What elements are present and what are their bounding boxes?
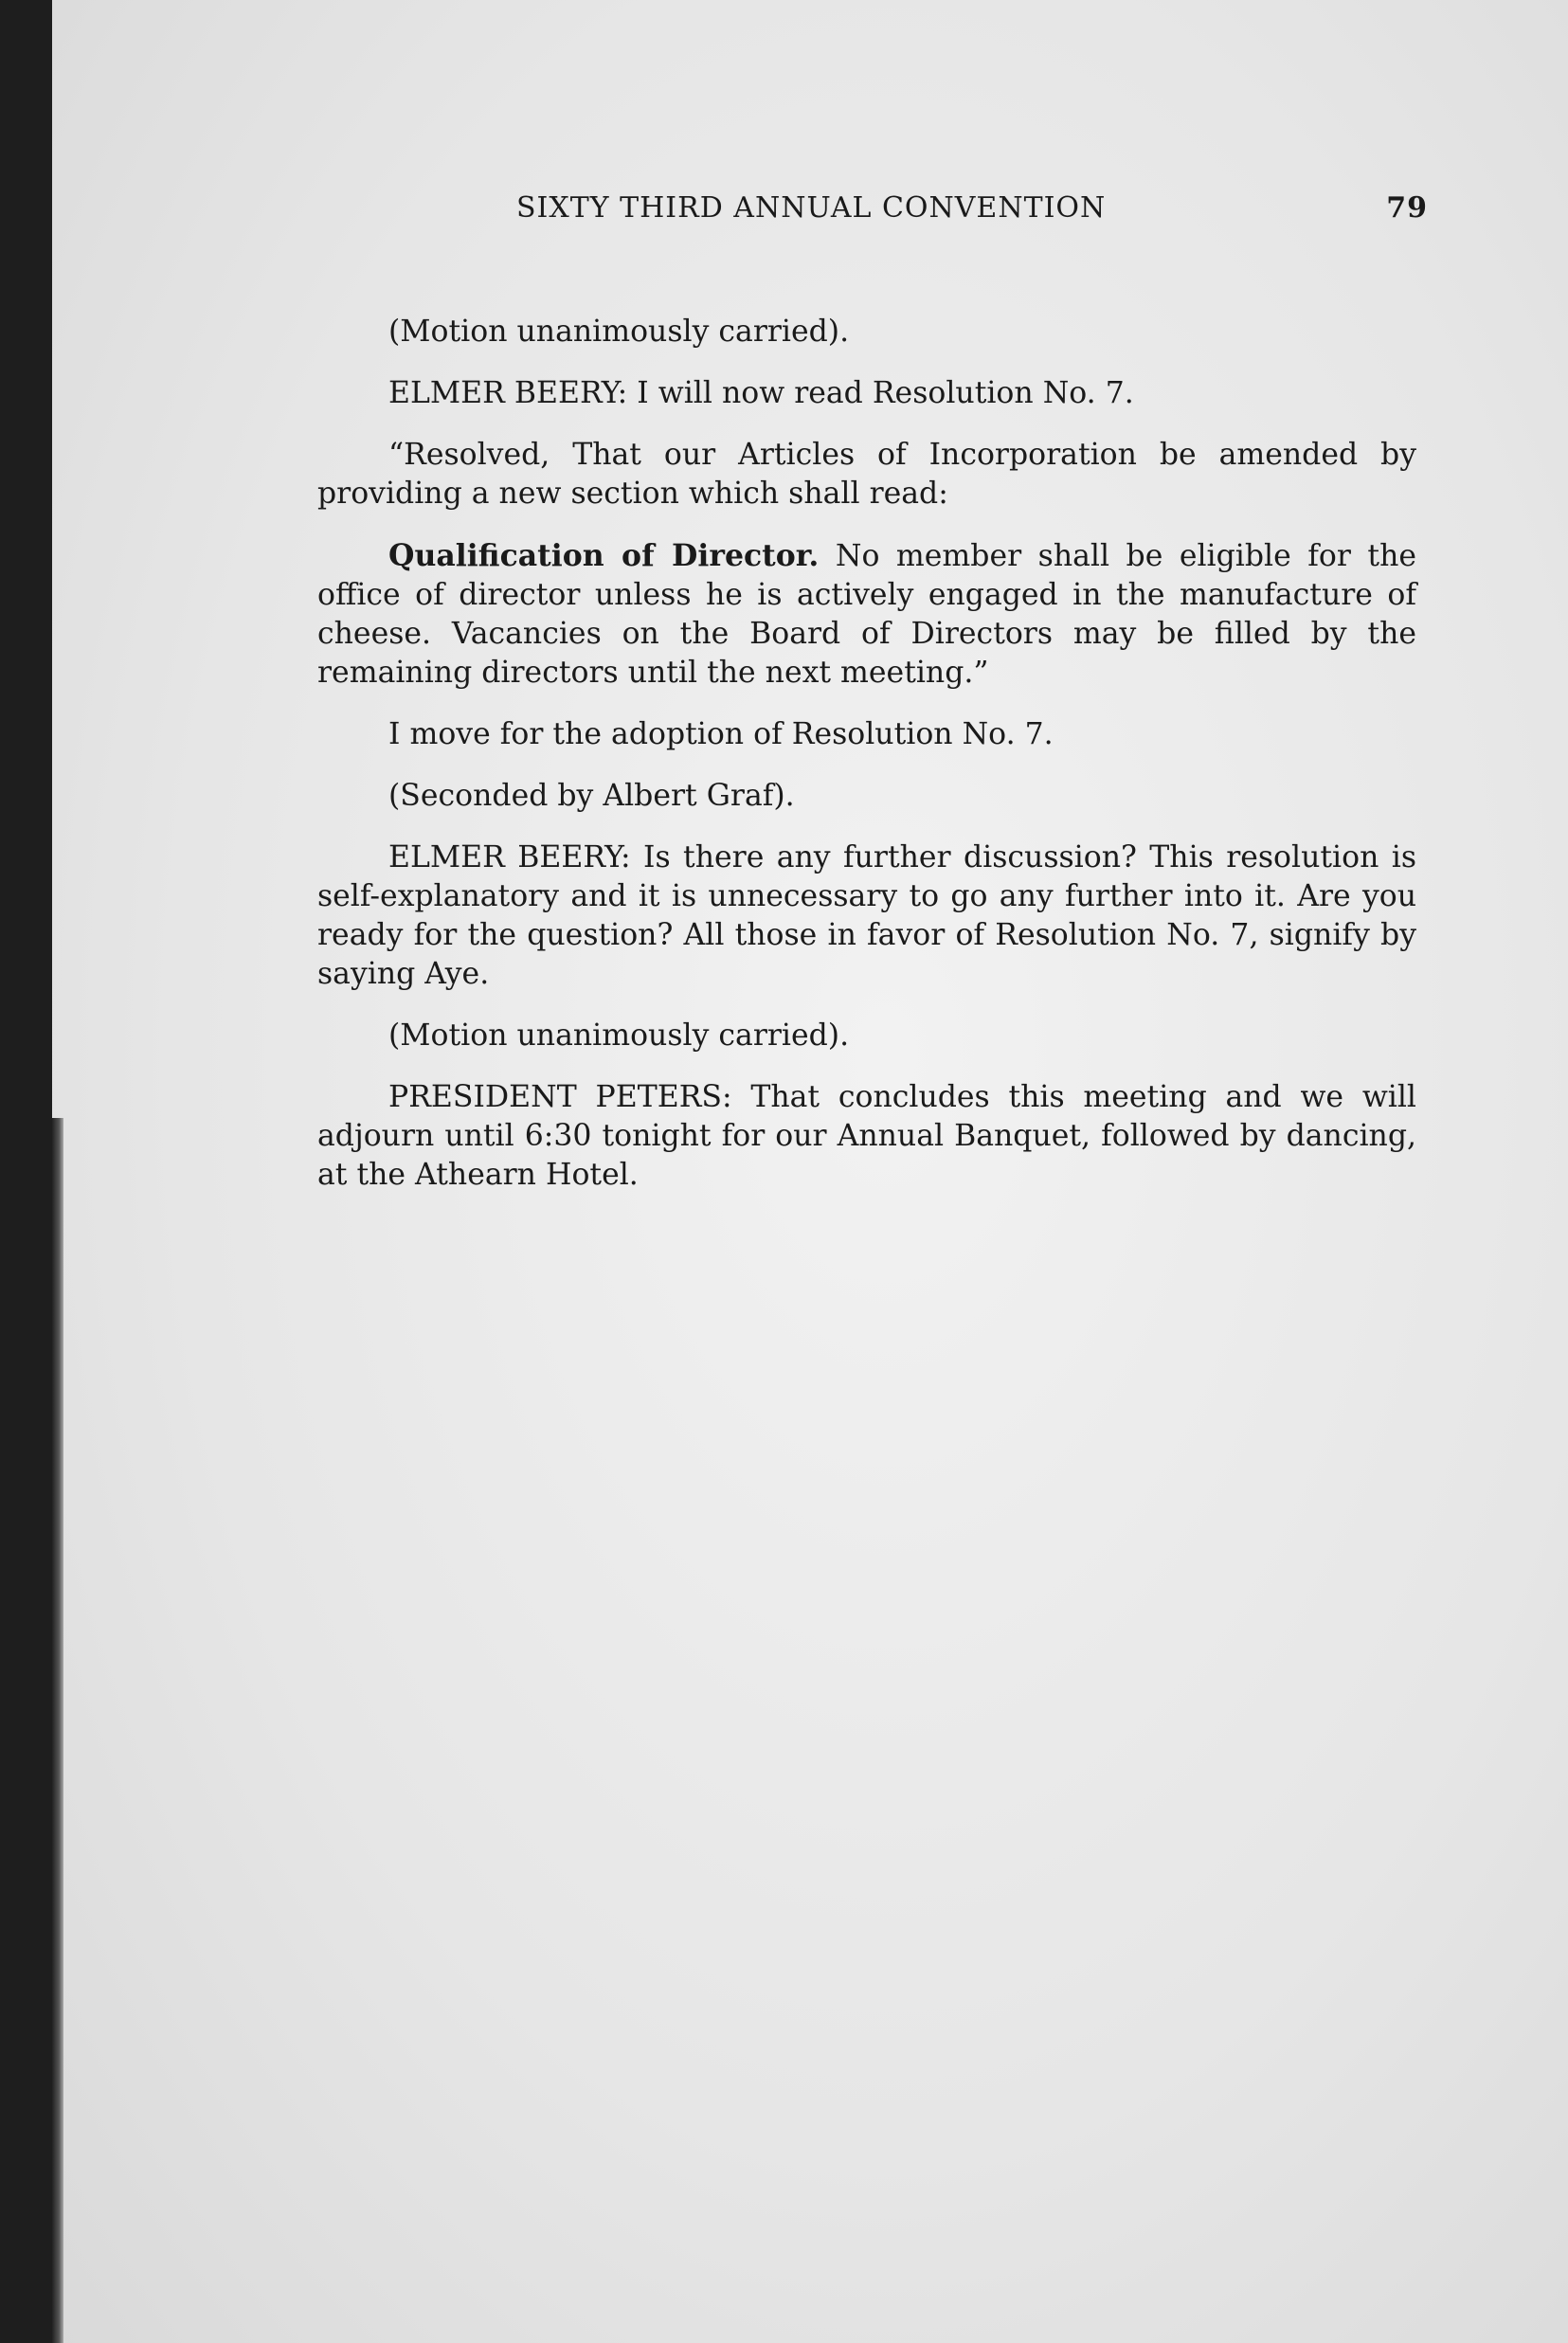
paragraph-discussion: ELMER BEERY: Is there any further discussion? This resolution is self-explanatory and it is unnecessary to go any further into it. Are you ready for the question? All those in favor of Resolution No. 7, signify by saying Aye. <box>317 840 1416 991</box>
running-head-title: SIXTY THIRD ANNUAL CONVENTION <box>516 191 1107 225</box>
paragraph-motion-carried-1: (Motion unanimously carried). <box>388 315 850 349</box>
page-number: 79 <box>1386 191 1428 225</box>
body-text <box>317 313 1416 1217</box>
paragraph-resolved: “Resolved, That our Articles of Incorporation be amended by providing a new section which shall read: <box>317 438 1416 511</box>
paragraph-read-resolution: ELMER BEERY: I will now read Resolution No. 7. <box>388 376 1134 410</box>
paragraph-qualification <box>317 536 1416 693</box>
document-page <box>52 0 1568 2343</box>
running-head <box>516 191 1428 229</box>
qualification-heading: Qualification of Director. <box>388 538 820 573</box>
paragraph-adjourn: PRESIDENT PETERS: That concludes this meeting and we will adjourn until 6:30 tonight for our Annual Banquet, followed by dancing, at the Athearn Hotel. <box>317 1080 1416 1192</box>
qualification-text: No member shall be eligible for the office of director unless he is actively engaged in the manufacture of cheese. Vacancies on the Board of Directors may be filled by the remaining directors until the next meeting.” <box>317 539 1417 690</box>
paragraph-seconded: (Seconded by Albert Graf). <box>388 779 795 813</box>
paragraph-motion-carried-2: (Motion unanimously carried). <box>388 1018 850 1053</box>
paragraph-move-adoption: I move for the adoption of Resolution No. 7. <box>388 717 1054 751</box>
binding-edge <box>52 1118 63 2343</box>
